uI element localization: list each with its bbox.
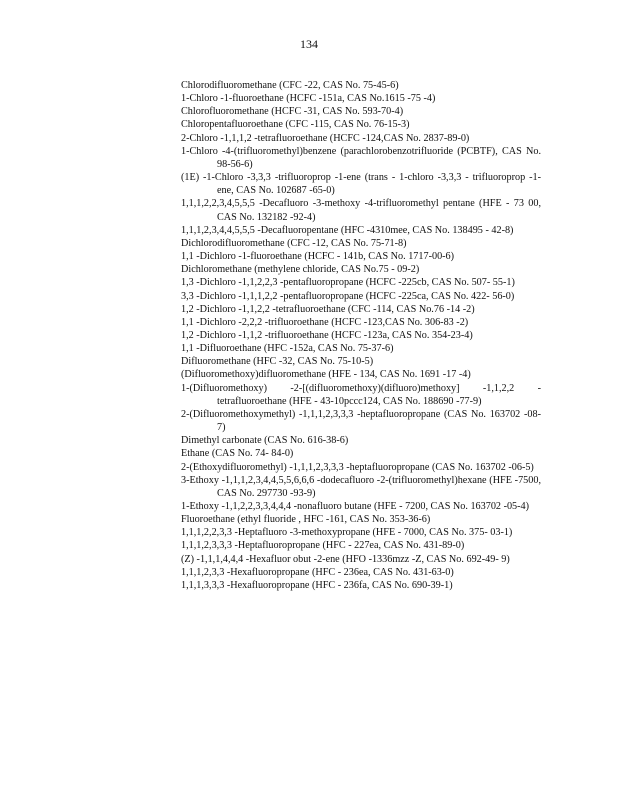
substance-entry: 1,2 -Dichloro -1,1,2 -trifluoroethane (HCFC -123a, CAS No. 354-23-4)	[181, 329, 473, 341]
substance-entry: 1,1,1,2,3,3,3 -Heptafluoropropane (HFC - 227ea, CAS No. 431-89-0)	[181, 540, 465, 552]
substance-entry: Dimethyl carbonate (CAS No. 616-38-6)	[181, 435, 349, 447]
substance-entry: Chlorodifluoromethane (CFC -22, CAS No. 75-45-6)	[181, 80, 399, 91]
substance-entry: 1,1,1,2,3,3 -Hexafluoropropane (HFC - 236ea, CAS No. 431-63-0)	[181, 566, 454, 578]
substance-entry: 1-Ethoxy -1,1,2,2,3,3,4,4,4 -nonafluoro butane (HFE - 7200, CAS No. 163702 -05-4)	[181, 501, 530, 512]
substance-entry: 1,1,1,2,3,4,4,5,5,5 -Decafluoropentane (HFC -4310mee, CAS No. 138495 - 42-8)	[181, 224, 514, 236]
substance-entry: Dichloromethane (methylene chloride, CAS No.75 - 09-2)	[181, 264, 420, 276]
substance-entry: 3,3 -Dichloro -1,1,1,2,2 -pentafluoropropane (HCFC -225ca, CAS No. 422- 56-0)	[181, 290, 515, 302]
substance-entry: Difluoromethane (HFC -32, CAS No. 75-10-5)	[181, 356, 374, 368]
substance-entry: 2-(Ethoxydifluoromethyl) -1,1,1,2,3,3,3 -heptafluoropropane (CAS No. 163702 -06-5)	[181, 461, 534, 473]
substance-entry: Chloropentafluoroethane (CFC -115, CAS No. 76-15-3)	[181, 119, 410, 131]
substance-entry: 2-Chloro -1,1,1,2 -tetrafluoroethane (HCFC -124,CAS No. 2837-89-0)	[181, 132, 470, 144]
substance-entry: 1,1 -Dichloro -1-fluoroethane (HCFC - 141b, CAS No. 1717-00-6)	[181, 251, 455, 263]
substance-entry: 1,2 -Dichloro -1,1,2,2 -tetrafluoroethane (CFC -114, CAS No.76 -14 -2)	[181, 303, 475, 315]
substance-entry: Ethane (CAS No. 74- 84-0)	[181, 448, 294, 460]
substance-entry: (1E) -1-Chloro -3,3,3 -trifluoroprop -1-ene (trans - 1-chloro -3,3,3 - trifluoroprop -1-ene, CAS No. 102687 -65-0)	[181, 172, 541, 197]
substance-entry: 2-(Difluoromethoxymethyl) -1,1,1,2,3,3,3 -heptafluoropropane (CAS No. 163702 -08-7)	[181, 408, 541, 434]
substance-entry: 1,3 -Dichloro -1,1,2,2,3 -pentafluoropropane (HCFC -225cb, CAS No. 507- 55-1)	[181, 277, 515, 289]
substance-entry: 1,1 -Dichloro -2,2,2 -trifluoroethane (HCFC -123,CAS No. 306-83 -2)	[181, 316, 469, 328]
substance-entry: 3-Ethoxy -1,1,1,2,3,4,4,5,5,6,6,6 -dodecafluoro -2-(trifluoromethyl)hexane (HFE -7500, CAS No. 297730 -93-9)	[181, 474, 541, 499]
substance-entry: 1-(Difluoromethoxy) -2-[(difluoromethoxy)(difluoro)methoxy] -1,1,2,2 - tetrafluoroethane (HFE - 43-10pccc124, CAS No. 188690 -77-9)	[181, 382, 541, 407]
substance-entry: 1,1,1,3,3,3 -Hexafluoropropane (HFC - 236fa, CAS No. 690-39-1)	[181, 579, 453, 591]
page-number: 134	[300, 37, 318, 51]
substance-entry: (Difluoromethoxy)difluoromethane (HFE - 134, CAS No. 1691 -17 -4)	[181, 369, 471, 381]
substance-entry: Fluoroethane (ethyl fluoride , HFC -161, CAS No. 353-36-6)	[181, 514, 431, 526]
substance-entry: (Z) -1,1,1,4,4,4 -Hexafluor obut -2-ene (HFO -1336mzz -Z, CAS No. 692-49- 9)	[181, 553, 510, 565]
substance-entry: 1-Chloro -4-(trifluoromethyl)benzene (parachlorobenzotrifluoride (PCBTF), CAS No. 98-56-6)	[181, 145, 541, 170]
substance-entry: 1,1,1,2,2,3,3 -Heptafluoro -3-methoxypropane (HFE - 7000, CAS No. 375- 03-1)	[181, 527, 513, 539]
substance-entry: 1-Chloro -1-fluoroethane (HCFC -151a, CAS No.1615 -75 -4)	[181, 93, 436, 105]
substance-entry: Chlorofluoromethane (HCFC -31, CAS No. 593-70-4)	[181, 106, 404, 118]
substance-entry: Dichlorodifluoromethane (CFC -12, CAS No. 75-71-8)	[181, 237, 407, 249]
substance-entry: 1,1,1,2,2,3,4,5,5,5 -Decafluoro -3-methoxy -4-trifluoromethyl pentane (HFE - 73 00, CAS No. 132182 -92-4)	[181, 198, 541, 223]
substance-list	[181, 79, 541, 592]
substance-entry: 1,1 -Difluoroethane (HFC -152a, CAS No. 75-37-6)	[181, 343, 394, 355]
